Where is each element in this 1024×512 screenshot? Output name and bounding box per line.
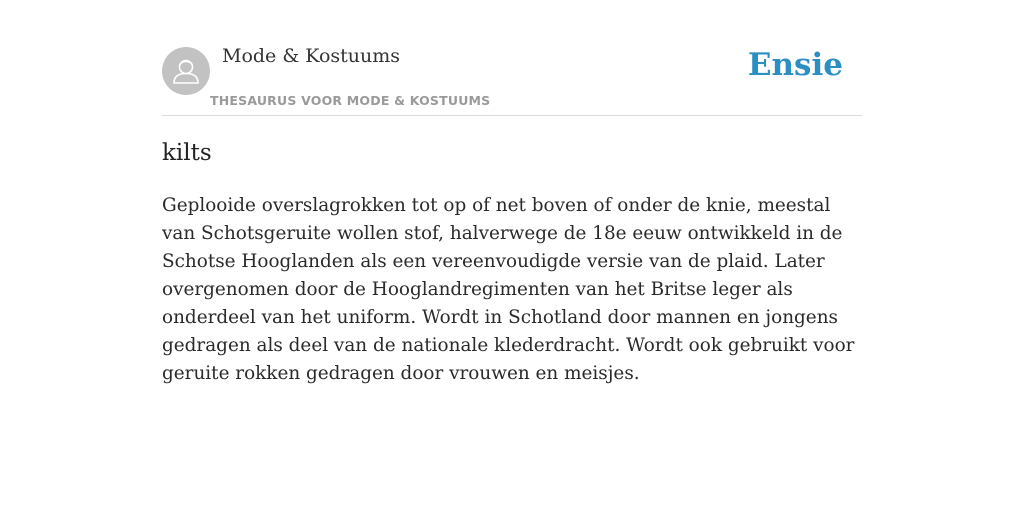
entry-definition: Geplooide overslagrokken tot op of net boven of onder de knie, meestal van Schotsgeruite wollen stof, halverwege de 18e eeuw ontwikkeld in de Schotse Hooglanden als een vereenvoudigde versie van de plaid. Later overgenomen door de Hooglandregimenten van het Britse leger als onderdeel van het uniform. Wordt in Schotland door mannen en jongens gedragen als deel van de nationale klederdracht. Wordt ook gebruikt voor geruite rokken gedragen door vrouwen en meisjes. xyxy=(162,195,855,384)
page-container xyxy=(162,0,862,384)
source-subtitle: THESAURUS VOOR MODE & KOSTUUMS xyxy=(210,93,491,108)
entry-term: kilts xyxy=(162,140,212,166)
source-name[interactable]: Mode & Kostuums xyxy=(222,45,401,67)
source-avatar[interactable] xyxy=(162,47,210,95)
entry-header xyxy=(162,0,862,116)
ensie-logo[interactable]: Ensie xyxy=(747,47,843,83)
user-silhouette-icon xyxy=(162,47,210,95)
